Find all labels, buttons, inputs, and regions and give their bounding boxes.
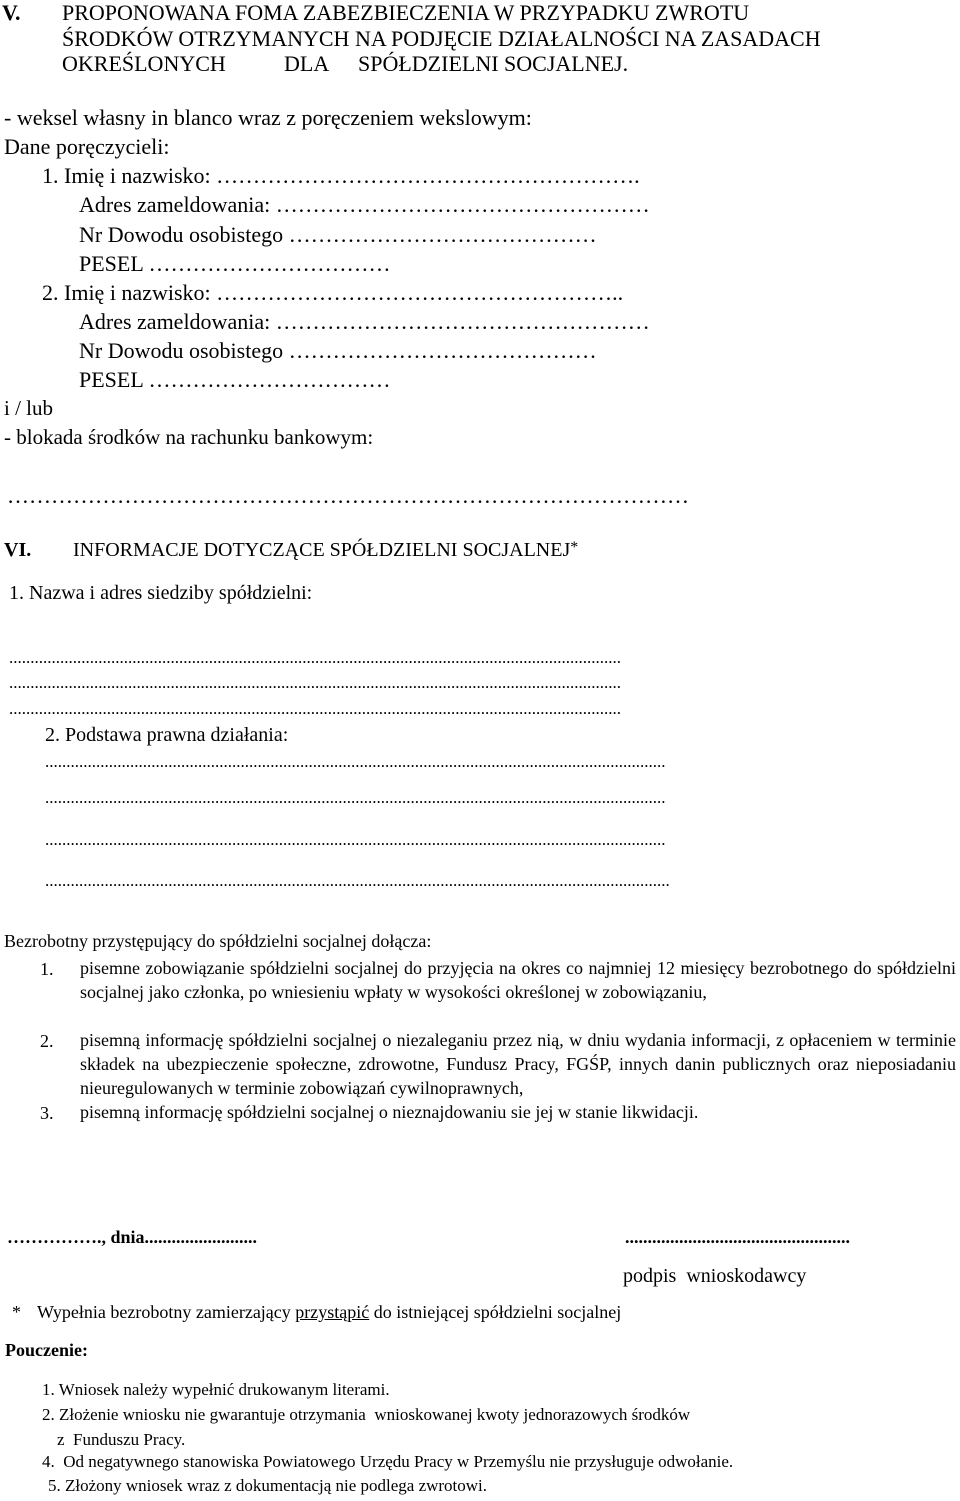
signature-field[interactable]: .................................................. <box>625 1227 850 1247</box>
or-label: i / lub <box>4 396 54 420</box>
guarantor1-name-field[interactable]: 1. Imię i nazwisko: …………………………………………………. <box>42 163 640 188</box>
cooperative-name-label: 1. Nazwa i adres siedziby spółdzielni: <box>9 582 313 604</box>
footnote-text-underlined: przystąpić <box>295 1302 370 1322</box>
instruction-2: 2. Złożenie wniosku nie gwarantuje otrzymania wnioskowanej kwoty jednorazowych środków <box>42 1405 691 1424</box>
guarantors-heading: Dane poręczycieli: <box>4 134 170 159</box>
guarantor2-pesel-field[interactable]: PESEL …………………………… <box>79 367 391 392</box>
bank-account-field[interactable]: ………………………………………………………………………………… <box>7 485 689 507</box>
legal-basis-label: 2. Podstawa prawna działania: <box>45 724 289 746</box>
guarantor1-id-field[interactable]: Nr Dowodu osobistego …………………………………… <box>79 222 597 247</box>
footnote-text-b: do istniejącej spółdzielni socjalnej <box>369 1302 622 1322</box>
legal-basis-line-3[interactable]: .................................................................................................................................................. <box>45 831 666 848</box>
cooperative-name-line-3[interactable]: ................................................................................................................................................ <box>9 700 621 717</box>
guarantor1-pesel-field[interactable]: PESEL …………………………… <box>79 251 391 276</box>
footnote-text <box>37 1303 621 1321</box>
section-vi-title-text: INFORMACJE DOTYCZĄCE SPÓŁDZIELNI SOCJALNEJ <box>73 539 571 561</box>
section-v-title-line3-b: DLA <box>284 51 330 76</box>
section-v-title-line3-c: SPÓŁDZIELNI SOCJALNEJ. <box>358 51 629 76</box>
attachment-2-number: 2. <box>40 1031 54 1051</box>
place-date-field[interactable]: ……………., dnia......................... <box>7 1227 258 1247</box>
bank-block-option: - blokada środków na rachunku bankowym: <box>4 425 374 449</box>
legal-basis-line-2[interactable]: .................................................................................................................................................. <box>45 789 666 806</box>
footnote-text-a: Wypełnia bezrobotny zamierzający <box>37 1302 296 1322</box>
instruction-4: 4. Od negatywnego stanowiska Powiatowego Urzędu Pracy w Przemyślu nie przysługuje odwołanie. <box>42 1452 734 1471</box>
attachment-1-number: 1. <box>40 959 54 979</box>
guarantor2-address-field[interactable]: Adres zameldowania: …………………………………………… <box>79 309 650 334</box>
attachment-3-number: 3. <box>40 1103 54 1123</box>
attachment-3-text: pisemną informację spółdzielni socjalnej o nieznajdowaniu sie jej w stanie likwidacji. <box>80 1102 699 1122</box>
section-vi-asterisk: * <box>570 539 579 556</box>
guarantor1-address-field[interactable]: Adres zameldowania: …………………………………………… <box>79 192 650 217</box>
section-v-title-line1: PROPONOWANA FOMA ZABEZBIECZENIA W PRZYPADKU ZWROTU <box>62 0 750 25</box>
instruction-1: 1. Wniosek należy wypełnić drukowanym literami. <box>42 1380 390 1399</box>
section-vi-title <box>73 540 578 560</box>
section-v-title-line3-a: OKREŚLONYCH <box>62 51 226 76</box>
footnote-star: * <box>12 1302 21 1322</box>
attachment-1-text: pisemne zobowiązanie spółdzielni socjalnej do przyjęcia na okres co najmniej 12 miesięcy bezrobotnego do spółdzielni socjalnej jako członka, po wniesieniu wpłaty w wysokości określonej w zobowiązaniu, <box>80 958 956 1002</box>
legal-basis-line-1[interactable]: .................................................................................................................................................. <box>45 753 666 770</box>
section-v-number: V. <box>2 0 21 25</box>
attachments-intro: Bezrobotny przystępujący do spółdzielni socjalnej dołącza: <box>4 931 432 951</box>
guarantor2-id-field[interactable]: Nr Dowodu osobistego …………………………………… <box>79 338 597 363</box>
instructions-title: Pouczenie: <box>5 1340 88 1360</box>
section-v-title-line2: ŚRODKÓW OTRZYMANYCH NA PODJĘCIE DZIAŁALNOŚCI NA ZASADACH <box>62 26 821 51</box>
signature-label: podpis wnioskodawcy <box>623 1265 807 1287</box>
guarantor2-name-field[interactable]: 2. Imię i nazwisko: ……………………………………………….. <box>42 280 624 305</box>
cooperative-name-line-2[interactable]: ................................................................................................................................................ <box>9 674 621 691</box>
attachment-2-text: pisemną informację spółdzielni socjalnej o niezaleganiu przez nią, w dniu wydania informacji, z opłaceniem w terminie składek na ubezpieczenie społeczne, zdrowotne, Fundusz Pracy, FGŚP, innych danin publicznych oraz nieposiadaniu nieuregulowanych w terminie zobowiązań cywilnoprawnych, <box>80 1030 956 1098</box>
cooperative-name-line-1[interactable]: ................................................................................................................................................ <box>9 649 621 666</box>
section-vi-number: VI. <box>4 539 32 561</box>
weksel-option: - weksel własny in blanco wraz z poręczeniem wekslowym: <box>4 105 532 130</box>
instruction-5: 5. Złożony wniosek wraz z dokumentacją nie podlega zwrotowi. <box>48 1476 488 1495</box>
legal-basis-line-4[interactable]: ................................................................................................................................................... <box>45 872 670 889</box>
instruction-2-continued: z Funduszu Pracy. <box>57 1430 186 1449</box>
